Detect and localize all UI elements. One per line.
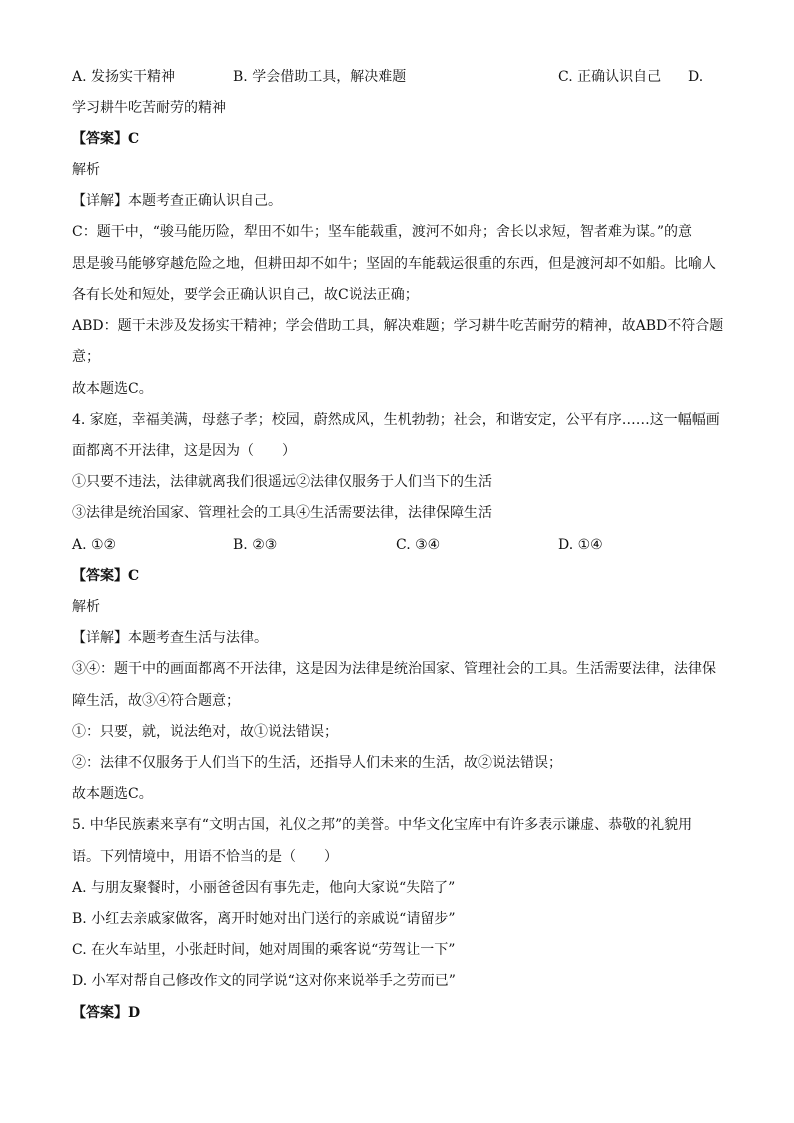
q5-stem-1: 5. 中华民族素来享有“文明古国，礼仪之邦”的美誉。中华文化宝库中有许多表示谦虚、恭敬的礼貌用 [72, 817, 693, 833]
q4-statement-2: ③法律是统治国家、管理社会的工具④生活需要法律，法律保障生活 [72, 505, 492, 521]
q3-explain-abd-1: ABD：题干未涉及发扬实干精神；学会借助工具，解决难题；学习耕牛吃苦耐劳的精神，故ABD不符合题 [72, 318, 724, 334]
q4-answer: 【答案】C [72, 568, 140, 584]
q5-option-c: C. 在火车站里，小张赶时间，她对周围的乘客说“劳驾让一下” [72, 942, 456, 958]
q4-option-d: D. ①④ [558, 537, 603, 553]
q4-detail: 【详解】本题考查生活与法律。 [72, 630, 268, 646]
q3-explain-c-1: C：题干中，“骏马能历险，犁田不如牛；坚车能载重，渡河不如舟；舍长以求短，智者难为谋。”的意 [72, 224, 693, 240]
q5-option-b: B. 小红去亲戚家做客，离开时她对出门送行的亲戚说“请留步” [72, 911, 456, 927]
q5-option-d: D. 小军对帮自己修改作文的同学说“这对你来说举手之劳而已” [72, 973, 456, 989]
q4-statement-1: ①只要不违法，法律就离我们很遥远②法律仅服务于人们当下的生活 [72, 474, 492, 490]
q4-explain-1: ③④：题干中的画面都离不开法律，这是因为法律是统治国家、管理社会的工具。生活需要法律，法律保 [72, 661, 716, 677]
q3-explain-abd-2: 意； [72, 349, 100, 365]
q3-analysis-heading: 解析 [72, 162, 100, 178]
q4-stem-1: 4. 家庭，幸福美满，母慈子孝；校园，蔚然成风，生机勃勃；社会，和谐安定，公平有序……这一幅幅画 [72, 412, 720, 428]
q4-explain-3: ①：只要，就，说法绝对，故①说法错误； [72, 724, 338, 740]
q3-option-c: C. 正确认识自己 [558, 69, 662, 85]
q4-stem-2: 面都离不开法律，这是因为（ ） [72, 443, 296, 459]
q3-option-b: B. 学会借助工具，解决难题 [233, 69, 407, 85]
q3-option-d-text: 学习耕牛吃苦耐劳的精神 [72, 100, 226, 116]
q4-analysis-heading: 解析 [72, 599, 100, 615]
q4-conclusion: 故本题选C。 [72, 786, 153, 802]
q4-option-c: C. ③④ [396, 537, 441, 553]
q3-explain-c-3: 各有长处和短处，要学会正确认识自己，故C说法正确； [72, 287, 419, 303]
q3-option-d: D. [688, 69, 704, 85]
q3-answer: 【答案】C [72, 131, 140, 147]
q3-detail: 【详解】本题考查正确认识自己。 [72, 193, 282, 209]
q3-option-a: A. 发扬实干精神 [72, 69, 176, 85]
q4-option-a: A. ①② [72, 537, 117, 553]
q4-explain-4: ②：法律不仅服务于人们当下的生活，还指导人们未来的生活，故②说法错误； [72, 755, 562, 771]
q4-explain-2: 障生活，故③④符合题意； [72, 693, 240, 709]
q5-stem-2: 语。下列情境中，用语不恰当的是（ ） [72, 849, 338, 865]
q3-explain-c-2: 思是骏马能够穿越危险之地，但耕田却不如牛；坚固的车能载运很重的东西，但是渡河却不如船。比喻人 [72, 256, 716, 272]
q3-conclusion: 故本题选C。 [72, 381, 153, 397]
q4-option-b: B. ②③ [233, 537, 278, 553]
q5-option-a: A. 与朋友聚餐时，小丽爸爸因有事先走，他向大家说“失陪了” [72, 880, 456, 896]
q5-answer: 【答案】D [72, 1005, 141, 1021]
